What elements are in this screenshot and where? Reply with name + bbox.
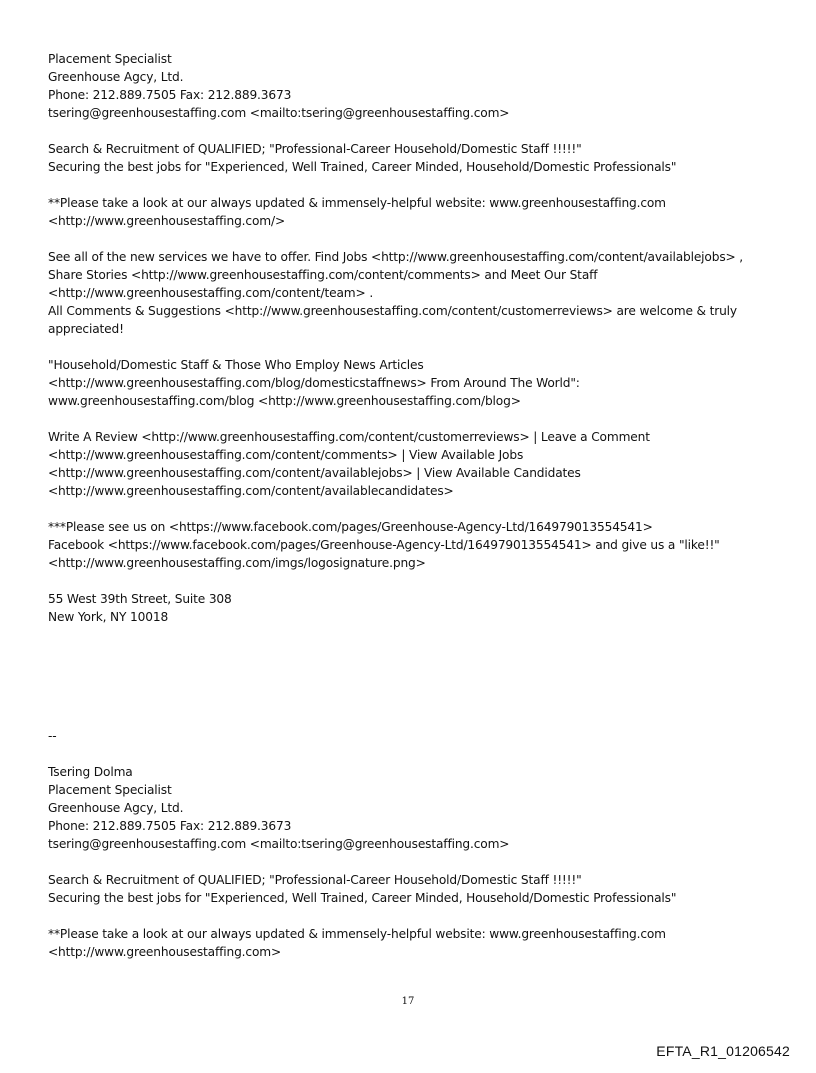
tagline-line: Search & Recruitment of QUALIFIED; "Professional-Career Household/Domestic Staff !!!!!": [48, 142, 582, 156]
signature-company: Greenhouse Agcy, Ltd.: [48, 801, 184, 815]
paragraph-gap: [48, 230, 778, 248]
paragraph-gap: [48, 853, 778, 871]
paragraph-gap: [48, 907, 778, 925]
signature-separator: --: [48, 729, 57, 743]
links-line[interactable]: <http://www.greenhousestaffing.com/content/availablejobs> | View Available Candidates: [48, 466, 581, 480]
paragraph-gap: [48, 410, 778, 428]
services-line[interactable]: <http://www.greenhousestaffing.com/content/team> .: [48, 286, 374, 300]
paragraph-gap: [48, 176, 778, 194]
blank-space: [48, 626, 778, 727]
tagline-line: Securing the best jobs for "Experienced, Well Trained, Career Minded, Household/Domestic Professionals": [48, 891, 677, 905]
email-body: [48, 50, 778, 961]
address-line: 55 West 39th Street, Suite 308: [48, 592, 232, 606]
news-line[interactable]: <http://www.greenhousestaffing.com/blog/domesticstaffnews> From Around The World":: [48, 376, 580, 390]
facebook-line[interactable]: Facebook <https://www.facebook.com/pages/Greenhouse-Agency-Ltd/164979013554541> and give us a "like!!": [48, 538, 720, 552]
links-line[interactable]: <http://www.greenhousestaffing.com/content/comments> | View Available Jobs: [48, 448, 524, 462]
tagline-line: Securing the best jobs for "Experienced, Well Trained, Career Minded, Household/Domestic Professionals": [48, 160, 677, 174]
paragraph-gap: [48, 500, 778, 518]
address-line: New York, NY 10018: [48, 610, 169, 624]
website-line[interactable]: **Please take a look at our always updated & immensely-helpful website: www.greenhousestaffing.com: [48, 927, 666, 941]
signature-phone-fax: Phone: 212.889.7505 Fax: 212.889.3673: [48, 88, 292, 102]
paragraph-gap: [48, 745, 778, 763]
services-line[interactable]: Share Stories <http://www.greenhousestaffing.com/content/comments> and Meet Our Staff: [48, 268, 598, 282]
paragraph-gap: [48, 572, 778, 590]
facebook-line[interactable]: <http://www.greenhousestaffing.com/imgs/logosignature.png>: [48, 556, 426, 570]
signature-phone-fax: Phone: 212.889.7505 Fax: 212.889.3673: [48, 819, 292, 833]
website-link[interactable]: <http://www.greenhousestaffing.com>: [48, 945, 282, 959]
facebook-line[interactable]: ***Please see us on <https://www.facebook.com/pages/Greenhouse-Agency-Ltd/164979013554541>: [48, 520, 653, 534]
news-line: "Household/Domestic Staff & Those Who Employ News Articles: [48, 358, 424, 372]
website-link[interactable]: <http://www.greenhousestaffing.com/>: [48, 214, 286, 228]
news-line[interactable]: www.greenhousestaffing.com/blog <http://www.greenhousestaffing.com/blog>: [48, 394, 521, 408]
tagline-line: Search & Recruitment of QUALIFIED; "Professional-Career Household/Domestic Staff !!!!!": [48, 873, 582, 887]
paragraph-gap: [48, 338, 778, 356]
services-line[interactable]: All Comments & Suggestions <http://www.greenhousestaffing.com/content/customerreviews> are welcome & truly: [48, 304, 737, 318]
document-id: EFTA_R1_01206542: [656, 1043, 790, 1059]
signature-title: Placement Specialist: [48, 52, 172, 66]
website-line[interactable]: **Please take a look at our always updated & immensely-helpful website: www.greenhousestaffing.com: [48, 196, 666, 210]
paragraph-gap: [48, 122, 778, 140]
signature-name: Tsering Dolma: [48, 765, 133, 779]
signature-title: Placement Specialist: [48, 783, 172, 797]
signature-email-link[interactable]: tsering@greenhousestaffing.com <mailto:tsering@greenhousestaffing.com>: [48, 106, 510, 120]
links-line[interactable]: <http://www.greenhousestaffing.com/content/availablecandidates>: [48, 484, 454, 498]
services-line: appreciated!: [48, 322, 124, 336]
signature-email-link[interactable]: tsering@greenhousestaffing.com <mailto:tsering@greenhousestaffing.com>: [48, 837, 510, 851]
links-line[interactable]: Write A Review <http://www.greenhousestaffing.com/content/customerreviews> | Leave a Comment: [48, 430, 650, 444]
services-line[interactable]: See all of the new services we have to offer. Find Jobs <http://www.greenhousestaffing.com/content/availablejobs> ,: [48, 250, 744, 264]
page-number: 17: [401, 996, 415, 1007]
signature-company: Greenhouse Agcy, Ltd.: [48, 70, 184, 84]
